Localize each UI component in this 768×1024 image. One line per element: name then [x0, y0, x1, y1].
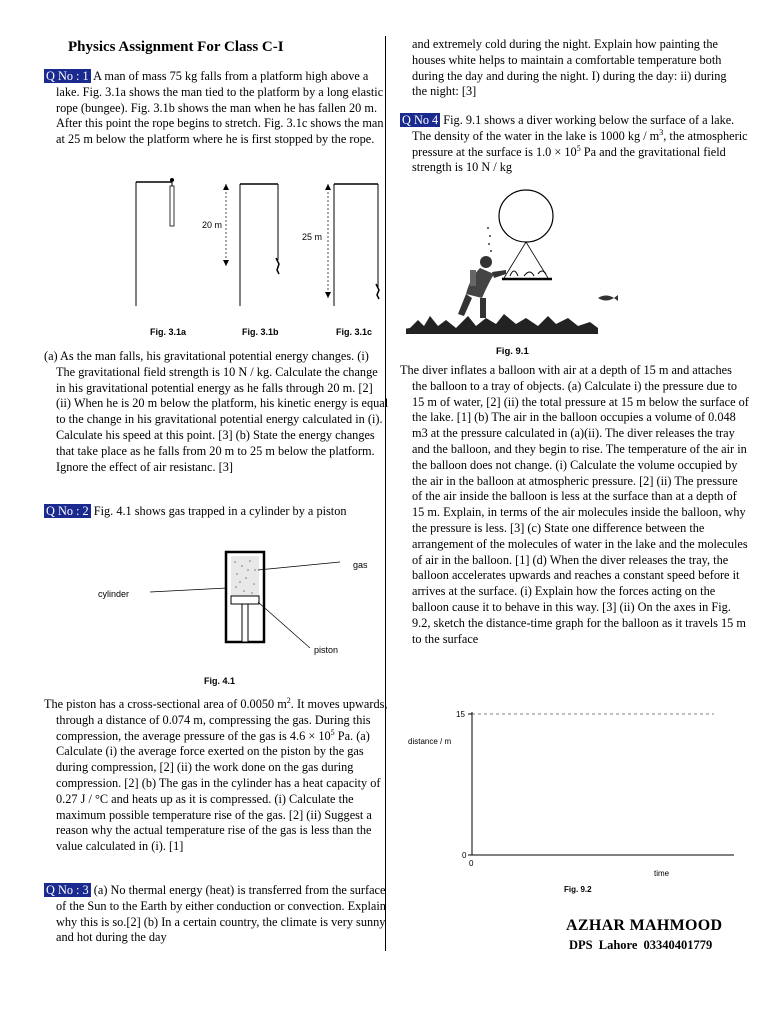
q2-sup-2: 5: [330, 727, 335, 737]
figure-9-2: [404, 702, 744, 902]
graph-tick-15: 15: [456, 710, 465, 719]
label-cylinder: cylinder: [98, 589, 130, 599]
man-a: [170, 186, 174, 226]
figure-3-1: [88, 170, 388, 340]
question-1-parts: (a) As the man falls, his gravitational potential energy changes. (i) The gravitational field strength is 10 N / kg. Calculate the change in his gravitational potential energy as he falls through 20 m. [2] (ii) When he is 20 m below the platform, his kinetic energy is equal to the change in his gravitational potential energy calculated in (i). Calculate his speed at this point. [3] (b) State the energy changes that take place as he falls from 20 m to 25 m below the platform. Ignore the effect of air resistanc. [3]: [44, 349, 389, 474]
piston-shape: [231, 596, 259, 604]
question-3-intro: [44, 883, 389, 946]
q4-text-part-3: Pa and the gravitational field strength is 10 N / kg: [412, 144, 726, 175]
man-b: [276, 258, 279, 274]
question-2-body: [44, 697, 389, 855]
question-2-text: Fig. 4.1 shows gas trapped in a cylinder by a piston: [90, 504, 347, 518]
man-c: [376, 284, 379, 299]
question-4-body: The diver inflates a balloon with air at a depth of 15 m and attaches the balloon to a tray of objects. (a) Calculate i) the pressure due to 15 m of water, [2] (ii) the total pressure at 15 m below the surface of the lake. [1] (b) The air in the balloon occupies a volume of 0.048 m3 at the pressure calculated in (a)(ii). The diver releases the tray and the balloon, and they begin to rise. The temperature of the air in the balloon does not change. (i) Calculate the volume occupied by the air in the balloon at atmospheric pressure. [2] (ii) The pressure of the air inside the balloon is less at the surface than at a depth of 15 m. Explain, in terms of the air molecules inside the balloon, why the pressure is less. [3] (c) State one difference between the arrangement of the molecules of water in the lake and the molecules of air in the balloon. [1] (d) When the diver releases the tray, the balloon accelerates upwards and reaches a constant speed before it arrives at the surface. (i) Explain how the forces acting on the balloon cause it to behave in this way. [3] (ii) On the axes in Fig. 9.2, sketch the distance-time graph for the balloon as it travels 15 m to the surface: [400, 363, 749, 646]
label-piston: piston: [314, 645, 339, 655]
diver-shape: [458, 256, 506, 318]
question-1-text: A man of mass 75 kg falls from a platform high above a lake. Fig. 3.1a shows the man tied to the platform by a long elastic rope (bungee). Fig. 3.1b shows the man when he has fallen 20 m. After this point the rope begins to stretch. Fig. 3.1c shows the man at 25 m below the platform where he is first stopped by the rope.: [56, 69, 384, 147]
label-25m: 25 m: [302, 232, 323, 242]
q4-text-part-2: , the atmospheric pressure at the surface is 1.0 × 10: [412, 128, 748, 159]
label-gas: gas: [353, 560, 368, 570]
q2-body-part-2: . It moves upwards, through a distance of 0.074 m, compressing the gas. During this compression, the average pressure of the gas is 4.6 × 10: [56, 697, 388, 743]
page-title: Physics Assignment For Class C-I: [68, 39, 284, 55]
question-1-intro: [44, 69, 389, 148]
caption-fig-9-2: Fig. 9.2: [564, 885, 592, 894]
q2-sup-1: 2: [286, 695, 291, 705]
question-3-text: (a) No thermal energy (heat) is transferred from the surface of the Sun to the Earth by either conduction or convection. Explain why this is so.[2] (b) In a certain country, the climate is very sunny and hot during the day: [56, 883, 386, 945]
graph-tick-0-x: 0: [469, 859, 474, 868]
question-4-intro: [400, 113, 749, 176]
school-contact: DPS Lahore 03340401779: [569, 938, 713, 952]
q2-body-part-3: Pa. (a) Calculate (i) the average force exerted on the piston by the gas during compression, [2] (ii) the work done on the gas during compression. [2] (b) The gas in the cylinder has a heat capacity of 0.27 J / °C and heats up as it is compressed. (i) Calculate the maximum possible temperature rise of the gas. [2] (ii) Suggest a reason why the actual temperature rise of the gas is less than the value calculated in (i). [1]: [56, 728, 381, 854]
question-2-tag: Q No : 2: [46, 504, 89, 518]
caption-fig-3-1b: Fig. 3.1b: [242, 327, 279, 337]
caption-fig-3-1a: Fig. 3.1a: [150, 327, 187, 337]
caption-fig-3-1c: Fig. 3.1c: [336, 327, 373, 337]
balloon-shape: [499, 190, 553, 242]
figure-4-1: [70, 540, 380, 690]
question-1-tag: Q No : 1: [46, 69, 89, 83]
q4-text-part-1: Fig. 9.1 shows a diver working below the surface of a lake. The density of the water in the lake is 1000 kg / m: [412, 113, 735, 143]
caption-fig-9-1: Fig. 9.1: [496, 346, 529, 357]
q4-sup-2: 5: [576, 143, 581, 153]
q4-sup-1: 3: [659, 127, 664, 137]
question-3-tag: Q No : 3: [46, 883, 89, 897]
question-4-tag: Q No 4: [402, 113, 439, 127]
author-name: AZHAR MAHMOOD: [566, 917, 723, 934]
graph-tick-0-y: 0: [462, 851, 467, 860]
q2-body-part-1: The piston has a cross-sectional area of 0.0050 m: [44, 697, 287, 711]
figure-9-1: [406, 188, 636, 360]
graph-y-label: distance / m: [408, 737, 452, 746]
caption-fig-4-1: Fig. 4.1: [204, 676, 236, 686]
label-20m: 20 m: [202, 220, 223, 230]
question-2-intro: [44, 504, 389, 520]
question-3-continued: and extremely cold during the night. Explain how painting the houses white helps to maintain a comfortable temperature both during the day and during the night. I) during the day: ii) during the night: [3]: [412, 37, 727, 99]
graph-x-label: time: [654, 869, 670, 878]
